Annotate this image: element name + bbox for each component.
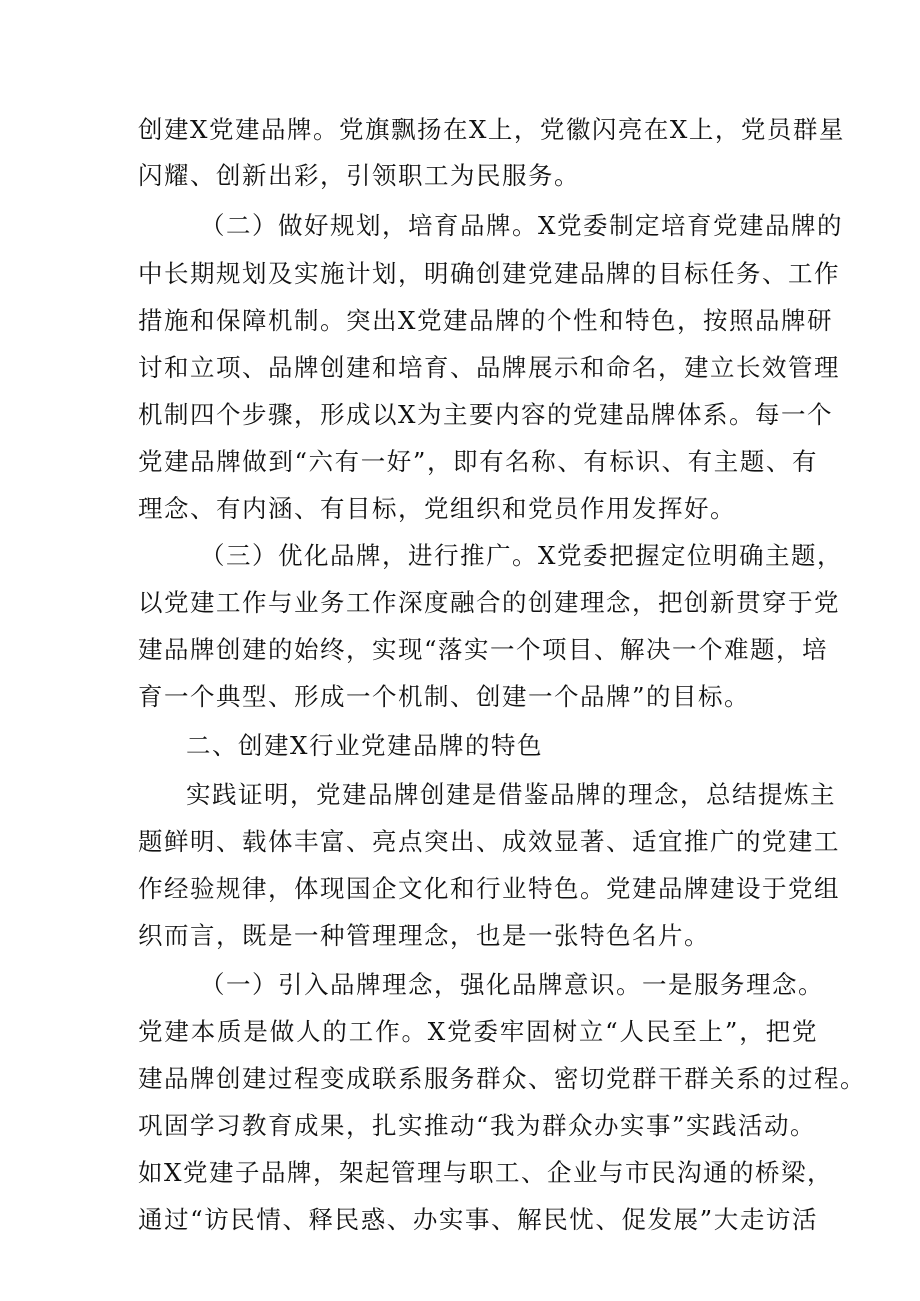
paragraph-line: 措施和保障机制。突出X党建品牌的个性和特色，按照品牌研 bbox=[138, 306, 833, 335]
paragraph-line: 创建X党建品牌。党旗飘扬在X上，党徽闪亮在X上，党员群星 bbox=[138, 115, 845, 144]
paragraph-line: 育一个典型、形成一个机制、创建一个品牌”的目标。 bbox=[138, 682, 751, 711]
paragraph-line: 中长期规划及实施计划，明确创建党建品牌的目标任务、工作 bbox=[138, 259, 840, 288]
section-heading-line: （一）引入品牌理念，强化品牌意识。一是服务理念。 bbox=[200, 970, 824, 999]
paragraph-line: 作经验规律，体现国企文化和行业特色。党建品牌建设于党组 bbox=[138, 874, 840, 903]
paragraph-line: 织而言，既是一种管理理念，也是一张特色名片。 bbox=[138, 921, 710, 950]
section-heading-line: （二）做好规划，培育品牌。X党委制定培育党建品牌的 bbox=[200, 211, 843, 240]
paragraph-line: 建品牌创建的始终，实现“落实一个项目、解决一个难题，培 bbox=[138, 635, 829, 664]
paragraph-line: 建品牌创建过程变成联系服务群众、密切党群干群关系的过程。 bbox=[138, 1064, 866, 1093]
section-title: 二、创建X行业党建品牌的特色 bbox=[186, 731, 543, 760]
paragraph-line: 党建本质是做人的工作。X党委牢固树立“人民至上”，把党 bbox=[138, 1017, 818, 1046]
paragraph-line: 闪耀、创新出彩，引领职工为民服务。 bbox=[138, 161, 580, 190]
paragraph-line: 以党建工作与业务工作深度融合的创建理念，把创新贯穿于党 bbox=[138, 588, 840, 617]
paragraph-line: 机制四个步骤，形成以X为主要内容的党建品牌体系。每一个 bbox=[138, 400, 833, 429]
paragraph-line: 通过“访民情、释民惑、办实事、解民忧、促发展”大走访活 bbox=[138, 1205, 818, 1234]
paragraph-line: 实践证明，党建品牌创建是借鉴品牌的理念，总结提炼主 bbox=[186, 780, 836, 809]
paragraph-line: 巩固学习教育成果，扎实推动“我为群众办实事”实践活动。 bbox=[138, 1111, 817, 1140]
paragraph-line: 讨和立项、品牌创建和培育、品牌展示和命名，建立长效管理 bbox=[138, 353, 840, 382]
paragraph-line: 题鲜明、载体丰富、亮点突出、成效显著、适宜推广的党建工 bbox=[138, 827, 840, 856]
section-heading-line: （三）优化品牌，进行推广。X党委把握定位明确主题， bbox=[200, 541, 843, 570]
paragraph-line: 理念、有内涵、有目标，党组织和党员作用发挥好。 bbox=[138, 494, 736, 523]
paragraph-line: 如X党建子品牌，架起管理与职工、企业与市民沟通的桥梁， bbox=[138, 1158, 833, 1187]
paragraph-line: 党建品牌做到“六有一好”，即有名称、有标识、有主题、有 bbox=[138, 447, 818, 476]
